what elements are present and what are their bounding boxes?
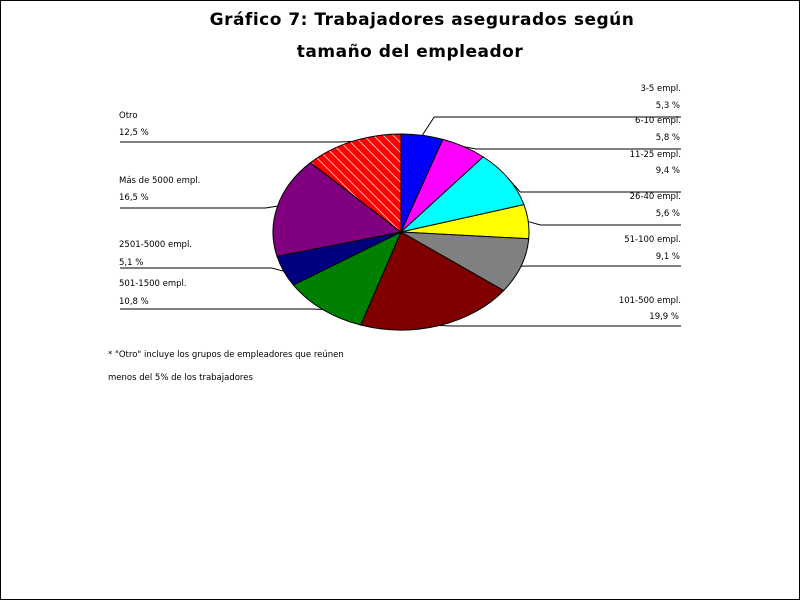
label-26-40: 26-40 empl. <box>629 192 681 202</box>
label-501-1500: 501-1500 empl. <box>119 279 187 289</box>
chart-title: Gráfico 7: Trabajadores asegurados según <box>209 10 635 30</box>
label-otro: Otro <box>119 111 138 121</box>
leader-line-1 <box>464 147 681 149</box>
value-11-25: 9,4 % <box>655 166 680 176</box>
label-11-25: 11-25 empl. <box>629 150 681 160</box>
leader-line-7 <box>120 268 284 271</box>
label-mas-5000: Más de 5000 empl. <box>119 176 201 186</box>
value-mas-5000: 16,5 % <box>119 193 149 203</box>
label-2501-5000: 2501-5000 empl. <box>119 240 193 250</box>
footnote-line-1: * "Otro" incluye los grupos de empleadores que reúnen <box>108 350 344 360</box>
value-otro: 12,5 % <box>119 128 149 138</box>
leader-line-3 <box>528 222 681 225</box>
chart-subtitle: tamaño del empleador <box>296 42 524 62</box>
leader-line-2 <box>508 178 681 192</box>
value-501-1500: 10,8 % <box>119 297 149 307</box>
value-26-40: 5,6 % <box>655 209 680 219</box>
value-6-10: 5,8 % <box>655 133 680 143</box>
value-2501-5000: 5,1 % <box>119 258 144 268</box>
leader-line-9 <box>120 141 352 142</box>
footnote-line-2: menos del 5% de los trabajadores <box>108 373 253 383</box>
leader-line-8 <box>120 206 278 208</box>
leader-line-5 <box>439 325 681 326</box>
value-101-500: 19,9 % <box>649 312 679 322</box>
label-51-100: 51-100 empl. <box>624 235 681 245</box>
label-3-5: 3-5 empl. <box>640 84 681 94</box>
label-6-10: 6-10 empl. <box>635 116 681 126</box>
value-3-5: 5,3 % <box>655 101 680 111</box>
label-101-500: 101-500 empl. <box>618 296 681 306</box>
value-51-100: 9,1 % <box>655 252 680 262</box>
